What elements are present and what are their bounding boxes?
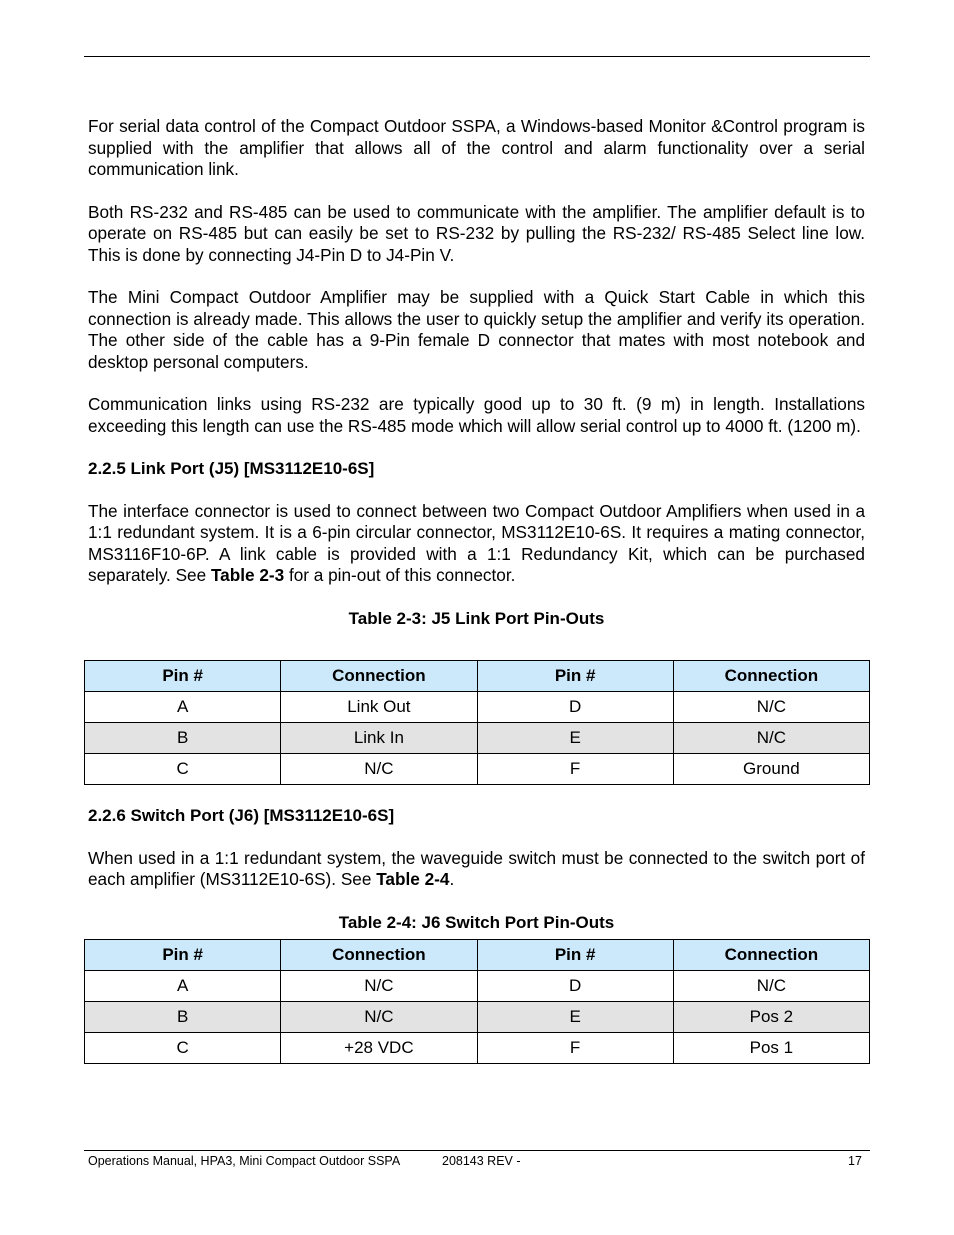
table-cell: N/C bbox=[673, 692, 869, 723]
j5-text-after: for a pin-out of this connector. bbox=[284, 565, 516, 585]
table-cell: B bbox=[85, 1002, 281, 1033]
table-cell: C bbox=[85, 1033, 281, 1064]
section-j6 bbox=[88, 805, 865, 933]
table-caption-j5: Table 2-3: J5 Link Port Pin-Outs bbox=[348, 608, 605, 628]
column-header: Pin # bbox=[477, 661, 673, 692]
footer-rule bbox=[84, 1150, 870, 1151]
table-cell: Link Out bbox=[281, 692, 477, 723]
table-cell: +28 VDC bbox=[281, 1033, 477, 1064]
paragraph-serial-control: For serial data control of the Compact Outdoor SSPA, a Windows-based Monitor &Control program is supplied with the amplifier that allows all of the control and alarm functionality over a serial communication link. bbox=[88, 116, 865, 179]
table-cell: E bbox=[477, 1002, 673, 1033]
table-cell: D bbox=[477, 692, 673, 723]
table-cell: N/C bbox=[673, 971, 869, 1002]
table-j6-pinouts bbox=[84, 939, 870, 1064]
paragraph-rs232-rs485: Both RS-232 and RS-485 can be used to communicate with the amplifier. The amplifier default is to operate on RS-485 but can easily be set to RS-232 by pulling the RS-232/ RS-485 Select line low. This is done by connecting J4-Pin D to J4-Pin V. bbox=[88, 201, 865, 265]
table-cell: Pos 2 bbox=[673, 1002, 869, 1033]
table-cell: F bbox=[477, 1033, 673, 1064]
table-header-row bbox=[85, 661, 870, 692]
paragraph-j6-description bbox=[88, 848, 865, 891]
table-header-row bbox=[85, 940, 870, 971]
table-cell: Link In bbox=[281, 723, 477, 754]
table-cell: A bbox=[85, 692, 281, 723]
j5-table-ref: Table 2-3 bbox=[210, 565, 285, 585]
table-cell: Pos 1 bbox=[673, 1033, 869, 1064]
table-caption-j6: Table 2-4: J6 Switch Port Pin-Outs bbox=[338, 912, 615, 932]
header-rule bbox=[84, 56, 870, 57]
column-header: Connection bbox=[281, 940, 477, 971]
column-header: Pin # bbox=[85, 661, 281, 692]
paragraph-link-length: Communication links using RS-232 are typically good up to 30 ft. (9 m) in length. Installations exceeding this length can use the RS-485 mode which will allow serial control up to 4000 ft. (1200 m). bbox=[88, 394, 865, 436]
section-heading-j6: 2.2.6 Switch Port (J6) [MS3112E10-6S] bbox=[88, 806, 395, 825]
table-cell: Ground bbox=[673, 754, 869, 785]
paragraph-j5-description bbox=[88, 501, 865, 587]
paragraph-quick-start-cable: The Mini Compact Outdoor Amplifier may be supplied with a Quick Start Cable in which this connection is already made. This allows the user to quickly setup the amplifier and verify its operation. The other side of the cable has a 9-Pin female D connector that mates with most notebook and desktop personal computers. bbox=[88, 287, 865, 372]
footer-page-number: 17 bbox=[848, 1154, 862, 1168]
column-header: Connection bbox=[673, 661, 869, 692]
table-cell: F bbox=[477, 754, 673, 785]
table-cell: N/C bbox=[281, 1002, 477, 1033]
table-cell: A bbox=[85, 971, 281, 1002]
j5-text-before: The interface connector is used to connect between two Compact Outdoor Amplifiers when used in a 1:1 redundant system. It is a 6-pin circular connector, MS3112E10-6S. It requires a mating connector, MS3116F10-6P. A link cable is provided with a 1:1 Redundancy Kit, which can be purchased separately. See bbox=[88, 500, 865, 585]
table-cell: N/C bbox=[281, 971, 477, 1002]
table-row bbox=[85, 692, 870, 723]
table-cell: N/C bbox=[673, 723, 869, 754]
table-cell: C bbox=[85, 754, 281, 785]
j6-table-ref: Table 2-4 bbox=[376, 869, 450, 889]
footer-title: Operations Manual, HPA3, Mini Compact Outdoor SSPA bbox=[88, 1154, 401, 1168]
page-body bbox=[88, 116, 865, 629]
column-header: Connection bbox=[673, 940, 869, 971]
table-cell: N/C bbox=[281, 754, 477, 785]
section-heading-j5: 2.2.5 Link Port (J5) [MS3112E10-6S] bbox=[88, 459, 375, 478]
j6-text-before: When used in a 1:1 redundant system, the waveguide switch must be connected to the switch port of each amplifier (MS3112E10-6S). See bbox=[88, 847, 865, 889]
table-cell: E bbox=[477, 723, 673, 754]
footer-doc-number: 208143 REV - bbox=[442, 1154, 521, 1168]
table-row bbox=[85, 754, 870, 785]
table-row bbox=[85, 1002, 870, 1033]
table-cell: D bbox=[477, 971, 673, 1002]
table-j5-pinouts bbox=[84, 660, 870, 785]
table-cell: B bbox=[85, 723, 281, 754]
table-row bbox=[85, 971, 870, 1002]
column-header: Pin # bbox=[85, 940, 281, 971]
column-header: Connection bbox=[281, 661, 477, 692]
column-header: Pin # bbox=[477, 940, 673, 971]
table-row bbox=[85, 1033, 870, 1064]
table-row bbox=[85, 723, 870, 754]
j6-text-after: . bbox=[449, 869, 455, 889]
